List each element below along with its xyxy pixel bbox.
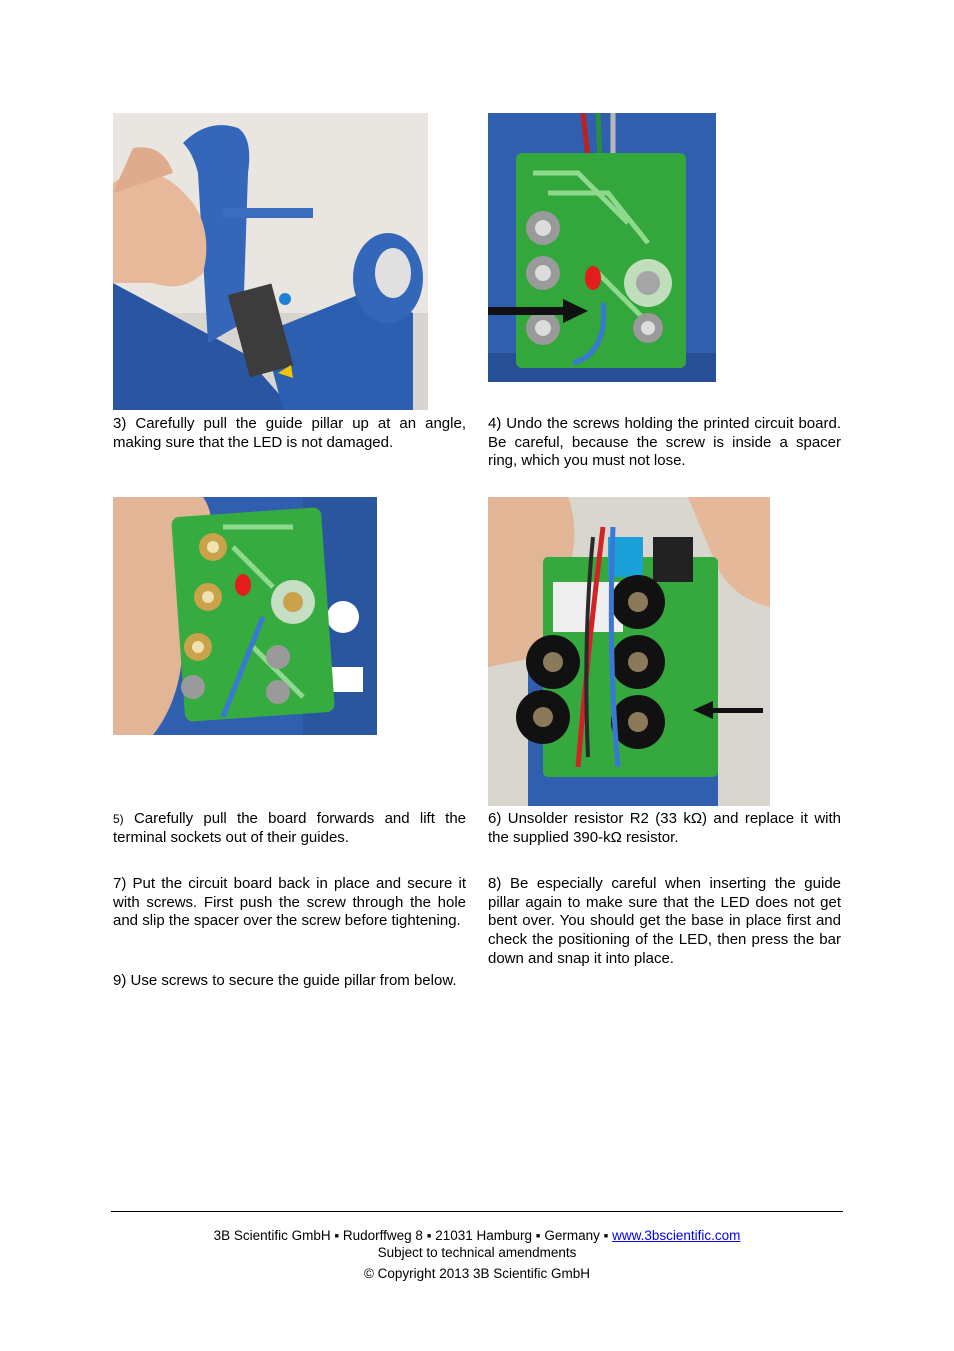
step-9-number: 9)	[113, 972, 127, 989]
step-3-number: 3)	[113, 415, 127, 432]
step-4-caption	[488, 415, 841, 471]
step-5-number: 5)	[113, 812, 124, 826]
step-4-text: Undo the screws holding the printed circuit board. Be careful, because the screw is inside a spacer ring, which you must not lose.	[488, 415, 841, 470]
step-5-text: Carefully pull the board forwards and lift the terminal sockets out of their guides.	[113, 810, 466, 846]
step-7-caption	[113, 875, 466, 931]
step-7-number: 7)	[113, 875, 127, 892]
photo-step-4-circuit-board	[488, 113, 716, 382]
step-6-caption	[488, 810, 841, 847]
step-8-caption	[488, 875, 841, 969]
footer-address-line	[111, 1227, 843, 1244]
step-6-number: 6)	[488, 810, 502, 827]
step-4-number: 4)	[488, 415, 502, 432]
footer-website-link[interactable]: www.3bscientific.com	[612, 1228, 741, 1243]
step-7-text: Put the circuit board back in place and secure it with screws. First push the screw through the hole and slip the spacer over the screw before tightening.	[113, 875, 466, 930]
footer-divider	[111, 1211, 843, 1212]
step-8-text: Be especially careful when inserting the guide pillar again to make sure that the LED does not get bent over. You should get the base in place first and check the positioning of the LED, then press the bar down and snap it into place.	[488, 875, 841, 967]
step-6-text: Unsolder resistor R2 (33 kΩ) and replace it with the supplied 390-kΩ resistor.	[488, 810, 841, 846]
footer-copyright: © Copyright 2013 3B Scientific GmbH	[363, 1266, 591, 1281]
photo-step-3-guide-pillar	[113, 113, 428, 410]
step-5-caption	[113, 810, 466, 847]
step-9-text: Use screws to secure the guide pillar from below.	[130, 972, 457, 989]
step-9-caption	[113, 972, 466, 991]
footer-address: 3B Scientific GmbH ▪ Rudorffweg 8 ▪ 21031 Hamburg ▪ Germany ▪	[213, 1228, 613, 1243]
footer-notice: Subject to technical amendments	[377, 1245, 577, 1260]
step-3-text: Carefully pull the guide pillar up at an angle, making sure that the LED is not damaged.	[113, 415, 466, 451]
photo-step-6-resistor	[488, 497, 770, 806]
step-3-caption	[113, 415, 466, 452]
photo-step-5-board-forward	[113, 497, 377, 735]
step-8-number: 8)	[488, 875, 502, 892]
